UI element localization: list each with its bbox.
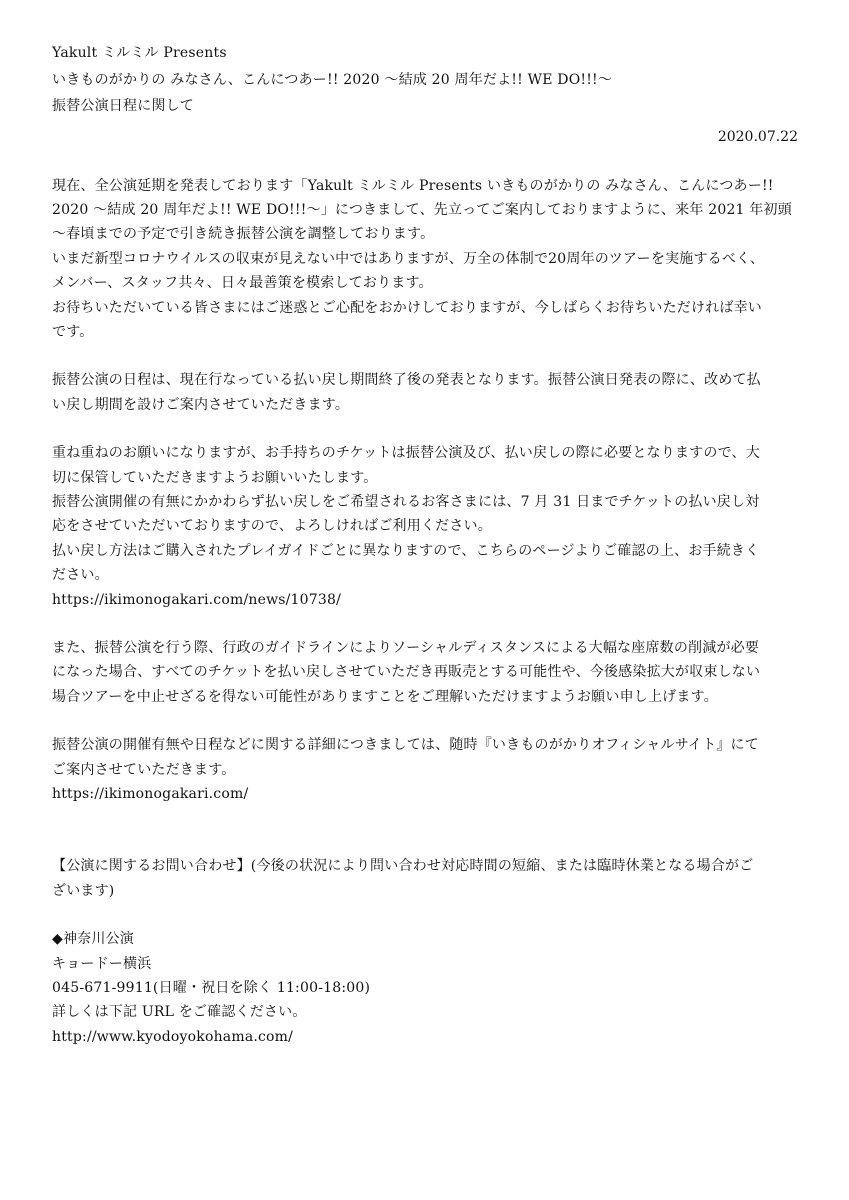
- text-line: 現在、全公演延期を発表しております「Yakult ミルミル Presents いきものがかりの みなさん、こんにつあー!!: [52, 177, 774, 194]
- sponsor-line: Yakult ミルミル Presents: [52, 45, 227, 61]
- paragraph-schedule: [52, 368, 798, 417]
- text-line: い戻し期間を設けご案内させていただきます。: [52, 396, 350, 413]
- venue-name: ◆神奈川公演: [52, 931, 134, 948]
- paragraph-tickets: [52, 441, 798, 612]
- notice-date: 2020.07.22: [717, 128, 798, 145]
- notice-subject: 振替公演日程に関して: [52, 98, 194, 114]
- text-line: ご案内させていただきます。: [52, 761, 236, 778]
- text-line: 振替公演の日程は、現在行なっている払い戻し期間終了後の発表となります。振替公演日発表の際に、改めて払: [52, 372, 761, 389]
- paragraph-guidelines: [52, 636, 798, 709]
- text-line: 切に保管していただきますようお願いいたします。: [52, 469, 378, 486]
- text-line: 重ね重ねのお願いになりますが、お手持ちのチケットは振替公演及び、払い戻しの際に必要となりますので、大: [52, 445, 760, 462]
- official-site-link[interactable]: https://ikimonogakari.com/: [52, 786, 249, 803]
- contact-heading: [52, 854, 798, 903]
- text-line: 2020 〜結成 20 周年だよ!! WE DO!!!〜」につきまして、先立ってご案内しておりますように、来年 2021 年初頭: [52, 201, 792, 218]
- text-line: メンバー、スタッフ共々、日々最善策を模索しております。: [52, 275, 433, 292]
- text-line: ださい。: [52, 567, 109, 584]
- text-line: ざいます): [52, 882, 115, 899]
- text-line: 振替公演開催の有無にかかわらず払い戻しをご希望されるお客さまには、7 月 31 日までチケットの払い戻し対: [52, 493, 760, 510]
- text-line: です。: [52, 323, 94, 340]
- text-line: また、振替公演を行う際、行政のガイドラインによりソーシャルディスタンスによる大幅な座席数の削減が必要: [52, 640, 760, 656]
- text-line: 【公演に関するお問い合わせ】(今後の状況により問い合わせ対応時間の短縮、または臨時休業となる場合がご: [52, 858, 754, 875]
- text-line: 〜春頃までの予定で引き続き振替公演を調整しております。: [52, 226, 435, 243]
- paragraph-official-site: [52, 733, 798, 806]
- document-page: [52, 40, 798, 1049]
- text-line: お待ちいただいている皆さまにはご迷惑とご心配をおかけしておりますが、今しばらくお待ちいただければ幸い: [52, 299, 762, 316]
- text-line: 場合ツアーを中止せざるを得ない可能性がありますことをご理解いただけますようお願い申し上げます。: [52, 688, 718, 705]
- text-line: いまだ新型コロナウイルスの収束が見えない中ではありますが、万全の体制で20周年のツアーを実施するべく、: [52, 250, 765, 267]
- text-line: 払い戻し方法はご購入されたプレイガイドごとに異なりますので、こちらのページよりご確認の上、お手続きく: [52, 542, 760, 559]
- text-line: 応をさせていただいておりますので、よろしければご利用ください。: [52, 518, 492, 535]
- tour-title: いきものがかりの みなさん、こんにつあー!! 2020 〜結成 20 周年だよ!! WE DO!!!〜: [52, 71, 613, 88]
- kyodo-yokohama-link[interactable]: http://www.kyodoyokohama.com/: [52, 1028, 294, 1045]
- refund-news-link[interactable]: https://ikimonogakari.com/news/10738/: [52, 591, 342, 608]
- venue-note: 詳しくは下記 URL をご確認ください。: [52, 1004, 307, 1021]
- text-line: になった場合、すべてのチケットを払い戻しさせていただき再販売とする可能性や、今後感染拡大が収束しない: [52, 664, 761, 681]
- venue-kanagawa: [52, 927, 798, 1049]
- venue-organizer: キョードー横浜: [52, 955, 152, 972]
- text-line: 振替公演の開催有無や日程などに関する詳細につきましては、随時『いきものがかりオフィシャルサイト』にて: [52, 737, 759, 754]
- venue-phone: 045-671-9911(日曜・祝日を除く 11:00-18:00): [52, 980, 371, 997]
- document-header: [52, 40, 798, 120]
- paragraph-postponement: [52, 174, 798, 345]
